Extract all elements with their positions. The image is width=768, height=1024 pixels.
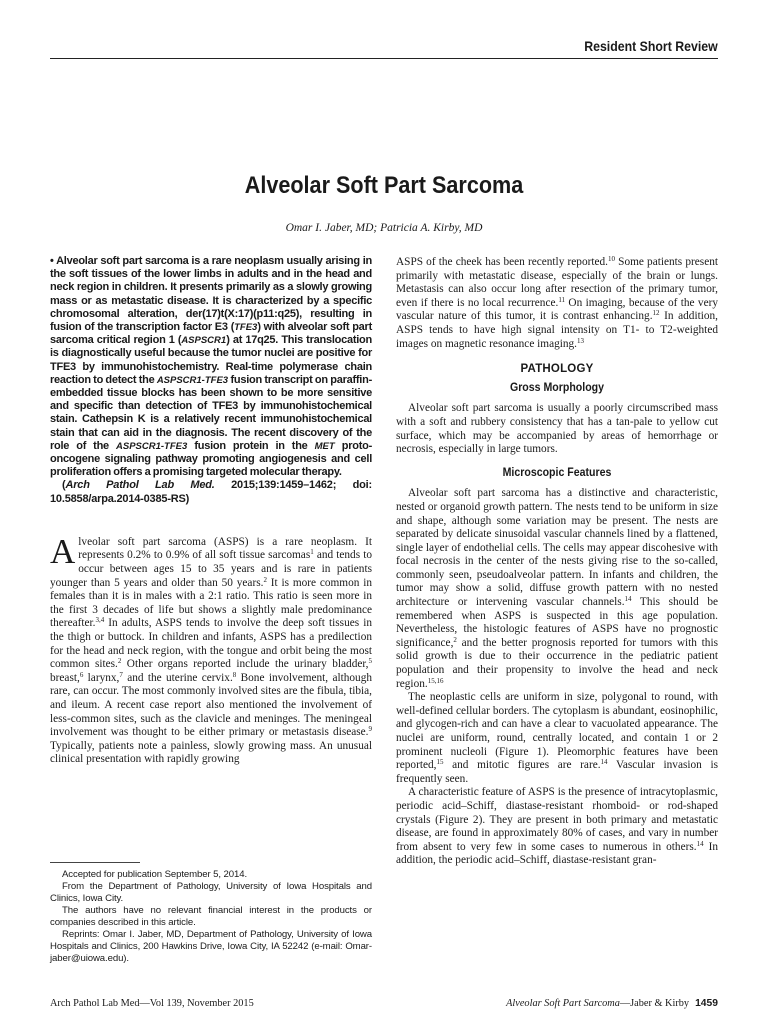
footnote-accepted: Accepted for publication September 5, 2014. [62, 869, 248, 880]
author-line: Omar I. Jaber, MD; Patricia A. Kirby, MD [285, 222, 483, 234]
drop-cap: A [50, 531, 76, 571]
microscopic-paragraph-1: Alveolar soft part sarcoma has a distinctive and characteristic, nested or organoid growth pattern. The nests tend to be uniform in size and shape, although some variation may be present. The nests are separated by delicate sinusoidal vascular channels lined by a flattened, single layer of endothelial cells. The cells may appear discohesive with focal necrosis in the center of the nests giving rise to the so-called, commonly seen, pseudoalveolar pattern. In infants and children, the tumor may show a solid, diffuse growth pattern with no nested architecture or intervening vascular channels.$^{14}$ This should be remembered when ASPS is suspected in this age population. Nevertheless, the histologic features of ASPS have no prognostic significance,$^2$ and the better prognosis reported for tumors with this solid growth is due to their occurrence in the pediatric patient population and their propensity to involve the head and neck region.$^{15,16}$ [396, 487, 718, 690]
footer-journal: Arch Pathol Lab Med—Vol 139, November 2015 [50, 998, 254, 1009]
microscopic-paragraph-3: A characteristic feature of ASPS is the presence of intracytoplasmic, periodic acid–Schiff, diastase-resistant rhomboid- or rod-shaped crystals (Figure 2). They are present in both primary and metastatic disease, are found in approximately 80% of cases, and vary in number from absent to very few in some cases to numerous in others.$^{14}$ In addition, the periodic acid–Schiff, diastase-resistant gran- [396, 786, 718, 867]
intro-continued-paragraph: ASPS of the cheek has been recently reported.$^{10}$ Some patients present primarily with metastatic disease, especially of the brain or lungs. Metastasis can also occur long after resection of the primary tumor, even if there is no local recurrence.$^{11}$ On imaging, because of the very vascular nature of this tumor, it is contrast enhancing.$^{12}$ In addition, ASPS tends to have high signal intensity on T1- to T2-weighted images on magnetic resonance imaging.$^{13}$ [396, 255, 718, 350]
pathology-heading: PATHOLOGY [520, 363, 594, 376]
bullet-glyph: • [50, 255, 54, 267]
footnote-rule [50, 862, 140, 863]
citation: (Arch Pathol Lab Med. 2015;139:1459–1462; doi: 10.5858/arpa.2014-0385-RS) [50, 479, 372, 505]
intro-paragraph: Alveolar soft part sarcoma (ASPS) is a rare neoplasm. It represents 0.2% to 0.9% of all soft tissue sarcomas$^1$ and tends to occur between ages 15 to 35 years and is rare in patients younger than 5 years and older than 50 years.$^2$ It is more common in females than it is in males with a 2:1 ratio. This ratio is seen more in the first 3 decades of life but shows a slightly male predominance thereafter.$^{3,4}$ In adults, ASPS tends to involve the deep soft tissues in the thigh or buttock. In children and infants, ASPS has a predilection for the head and neck region, with the tongue and orbit being the most common sites.$^2$ Other organs reported include the urinary bladder,$^5$ breast,$^6$ larynx,$^7$ and the uterine cervix.$^8$ Bone involvement, although rare, can occur. The most commonly involved sites are the fibula, tibia, and ileum. A recent case report also mentioned the involvement of less-common sites, such as the clavicle and meninges. The meningeal involvement was thought to be either primary or metastasis disease.$^9$ Typically, patients note a painless, slowly growing mass. An unusual clinical presentation with rapidly growing [50, 531, 373, 766]
footer-running-head: Alveolar Soft Part Sarcoma—Jaber & Kirby 1459 [506, 998, 718, 1009]
article-title: Alveolar Soft Part Sarcoma [244, 172, 524, 199]
left-column [50, 255, 372, 767]
footnote-interest: The authors have no relevant financial interest in the products or companies described in this article. [50, 905, 372, 928]
footnote-affiliation: From the Department of Pathology, University of Iowa Hospitals and Clinics, Iowa City. [50, 881, 372, 904]
abstract: • Alveolar soft part sarcoma is a rare neoplasm usually arising in the soft tissues of the lower limbs in adults and in the head and neck region in children. It presents primarily as a slowly growing mass or as metastatic disease. It is characterized by a specific chromosomal alteration, der(17)t(X:17)(p11:q25), resulting in fusion of the transcription factor E3 (TFE3) with alveolar soft part sarcoma critical region 1 (ASPSCR1) at 17q25. This translocation is diagnostically useful because the tumor nuclei are positive for TFE3 by immunohistochemistry. Real-time polymerase chain reaction to detect the ASPSCR1-TFE3 fusion transcript on paraffin-embedded tissue blocks has been shown to be more sensitive and specific than detection of TFE3 by immunohistochemical stain. Cathepsin K is a relatively recent immunohistochemical stain that can aid in the diagnosis. The recent discovery of the role of the ASPSCR1-TFE3 fusion protein in the MET proto-oncogene signaling pathway promoting angiogenesis and cell proliferation offers a promising targeted molecular therapy. [50, 255, 372, 479]
gross-morphology-paragraph: Alveolar soft part sarcoma is usually a poorly circumscribed mass with a soft and rubbery consistency that has a tan-pale to yellow cut surface, which may be accompanied by areas of hemorrhage or necrosis, especially in large tumors. [396, 402, 718, 456]
footnotes [50, 869, 372, 965]
microscopic-paragraph-2: The neoplastic cells are uniform in size, polygonal to round, with well-defined cellular borders. The cytoplasm is abundant, eosinophilic, and glycogen-rich and can have a clear to vacuolated appearance. The nuclei are uniform, round, centrally located, and contain 1 or 2 prominent nucleoli (Figure 1). Pleomorphic features have been reported,$^{15}$ and mitotic figures are rare.$^{14}$ Vascular invasion is frequently seen. [396, 691, 718, 785]
page-number: 1459 [695, 998, 718, 1009]
header-rule [50, 58, 718, 59]
gross-morphology-heading: Gross Morphology [509, 381, 605, 394]
right-column [396, 256, 718, 868]
microscopic-features-heading: Microscopic Features [502, 466, 612, 479]
footnote-reprints: Reprints: Omar I. Jaber, MD, Department of Pathology, University of Iowa Hospitals and Clinics, 200 Hawkins Drive, Iowa City, IA 52242 (e-mail: Omar-jaber@uiowa.edu). [50, 929, 372, 964]
section-label: Resident Short Review [584, 38, 718, 54]
